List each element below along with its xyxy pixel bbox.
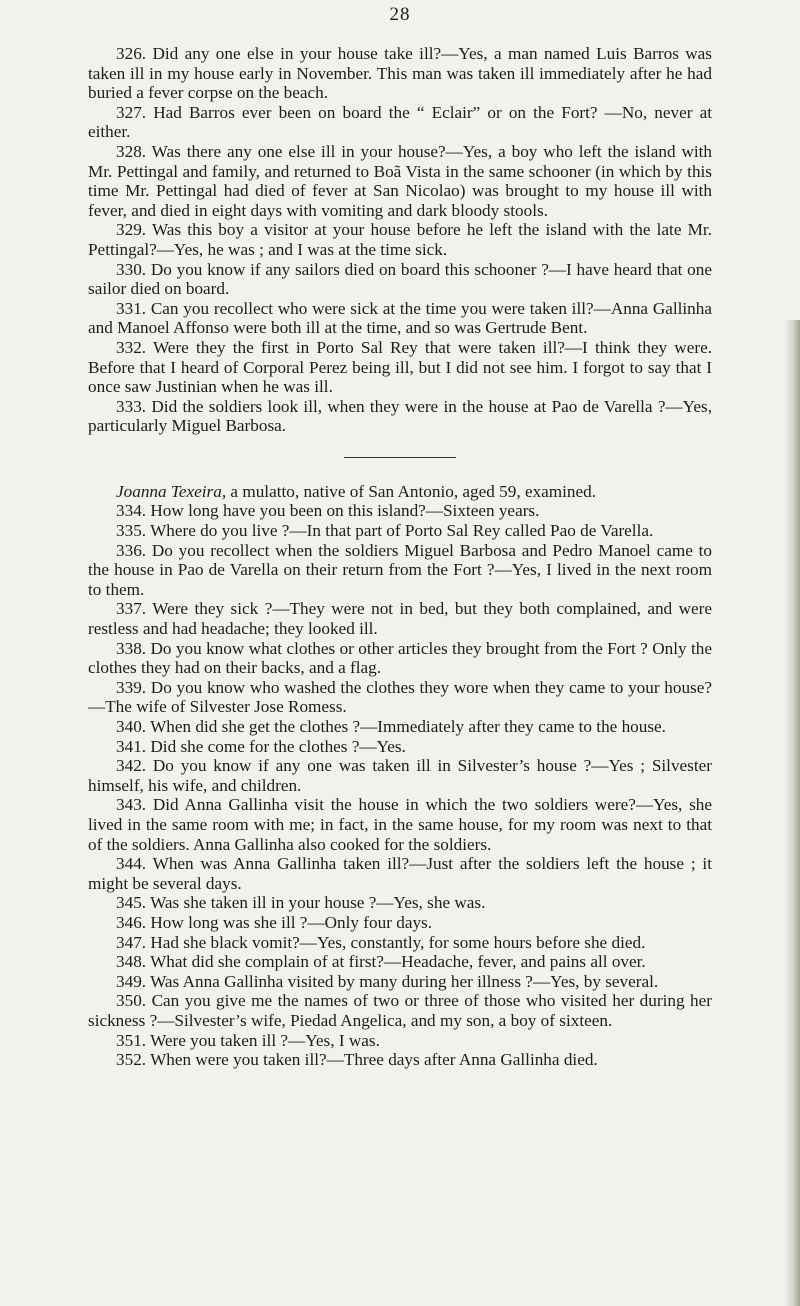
- paragraph-330: 330. Do you know if any sailors died on board this schooner ?—I have heard that one sailor died on board.: [88, 259, 712, 299]
- paragraph-345: 345. Was she taken ill in your house ?—Yes, she was.: [116, 893, 486, 913]
- paragraph-326: 326. Did any one else in your house take ill?—Yes, a man named Luis Barros was taken ill in my house early in November. This man was taken ill immediately after he had buried a fever corpse on the beach.: [88, 44, 712, 103]
- paragraph-341: 341. Did she come for the clothes ?—Yes.: [116, 736, 406, 756]
- paragraph-344: 344. When was Anna Gallinha taken ill?—Just after the soldiers left the house ; it might be several days.: [88, 854, 712, 893]
- witness-name: Joanna Texeira,: [116, 481, 227, 501]
- paragraph-346: 346. How long was she ill ?—Only four days.: [116, 912, 433, 932]
- text-column: [88, 44, 712, 1070]
- paragraph-332: 332. Were they the first in Porto Sal Rey that were taken ill?—I think they were. Before that I heard of Corporal Perez being ill, but I did not see him. I forgot to say that I once saw Justinian when he was ill.: [88, 337, 712, 397]
- paragraph-348: 348. What did she complain of at first?—Headache, fever, and pains all over.: [116, 952, 646, 972]
- paragraph-335: 335. Where do you live ?—In that part of Porto Sal Rey called Pao de Varella.: [116, 521, 654, 541]
- testimony-section-1: [88, 44, 712, 436]
- testimony-section-2: [88, 501, 712, 1069]
- paragraph-349: 349. Was Anna Gallinha visited by many during her illness ?—Yes, by several.: [116, 971, 659, 991]
- paragraph-334: 334. How long have you been on this island?—Sixteen years.: [116, 501, 540, 521]
- section-divider: [344, 457, 456, 458]
- paragraph-327: 327. Had Barros ever been on board the “ Eclair” or on the Fort? —No, never at either.: [88, 102, 712, 142]
- paragraph-343: 343. Did Anna Gallinha visit the house in which the two soldiers were?—Yes, she lived in the same room with me; in fact, in the same house, for my room was next to that of the soldiers. Anna Gallinha also cooked for the soldiers.: [88, 795, 712, 854]
- paragraph-338: 338. Do you know what clothes or other articles they brought from the Fort ? Only the clothes they had on their backs, and a flag.: [88, 638, 712, 678]
- page-number: 28: [389, 4, 411, 25]
- paragraph-337: 337. Were they sick ?—They were not in bed, but they both complained, and were restless and had headache; they looked ill.: [88, 599, 712, 639]
- paragraph-331: 331. Can you recollect who were sick at the time you were taken ill?—Anna Gallinha and Manoel Affonso were both ill at the time, and so was Gertrude Bent.: [88, 298, 712, 338]
- paragraph-351: 351. Were you taken ill ?—Yes, I was.: [116, 1030, 380, 1050]
- paragraph-333: 333. Did the soldiers look ill, when they were in the house at Pao de Varella ?—Yes, particularly Miguel Barbosa.: [88, 396, 712, 436]
- paragraph-329: 329. Was this boy a visitor at your house before he left the island with the late Mr. Pettingal?—Yes, he was ; and I was at the time sick.: [88, 220, 712, 259]
- paragraph-340: 340. When did she get the clothes ?—Immediately after they came to the house.: [116, 717, 666, 736]
- page-edge-shadow: [784, 320, 800, 1306]
- witness-description: a mulatto, native of San Antonio, aged 59, examined.: [226, 481, 597, 501]
- paragraph-336: 336. Do you recollect when the soldiers Miguel Barbosa and Pedro Manoel came to the house in Pao de Varella on their return from the Fort ?—Yes, I lived in the next room to them.: [88, 540, 712, 599]
- paragraph-328: 328. Was there any one else ill in your house?—Yes, a boy who left the island with Mr. Pettingal and family, and returned to Boã Vista in the same schooner (in which by this time Mr. Pettingal had died of fever at San Nicolao) was brought to my house ill with fever, and died in eight days with vomiting and dark bloody stools.: [88, 141, 712, 220]
- paragraph-342: 342. Do you know if any one was taken ill in Silvester’s house ?—Yes ; Silvester himself, his wife, and children.: [88, 756, 712, 795]
- witness-heading: [88, 482, 712, 502]
- paragraph-352: 352. When were you taken ill?—Three days after Anna Gallinha died.: [116, 1050, 598, 1070]
- paragraph-347: 347. Had she black vomit?—Yes, constantly, for some hours before she died.: [116, 932, 646, 952]
- paragraph-339: 339. Do you know who washed the clothes they wore when they came to your house?—The wife of Silvester Jose Romess.: [88, 677, 712, 717]
- paragraph-350: 350. Can you give me the names of two or three of those who visited her during her sickness ?—Silvester’s wife, Piedad Angelica, and my son, a boy of sixteen.: [88, 991, 712, 1030]
